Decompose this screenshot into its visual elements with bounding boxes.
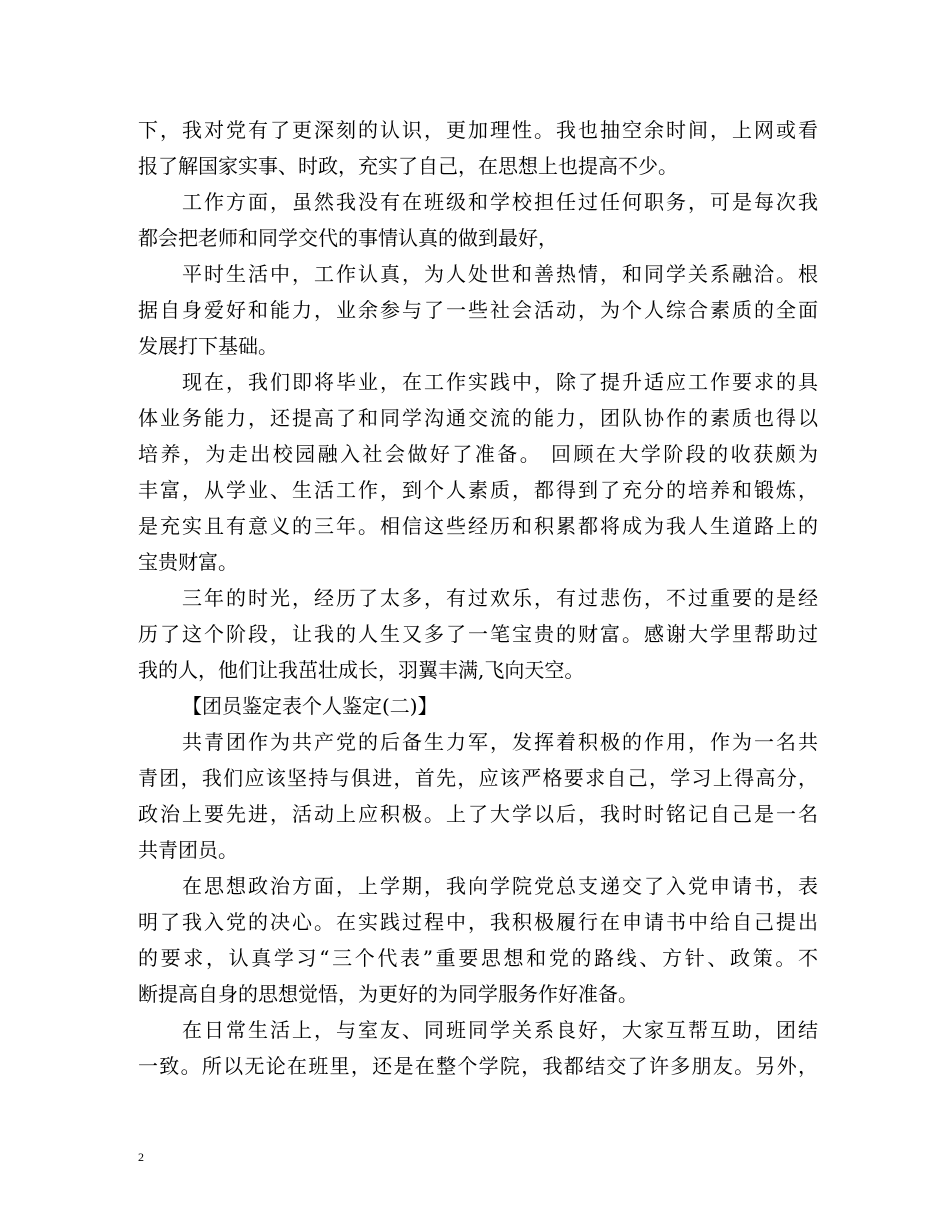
text-line: 发展打下基础。 bbox=[138, 334, 278, 358]
text-line: 的要求，认真学习“三个代表”重要思想和党的路线、方针、政策。不 bbox=[138, 946, 818, 970]
text-line: 据自身爱好和能力，业余参与了一些社会活动，为个人综合素质的全面 bbox=[138, 298, 818, 322]
text-line: 宝贵财富。 bbox=[138, 550, 238, 574]
text-line: 丰富，从学业、生活工作，到个人素质，都得到了充分的培养和锻炼， bbox=[138, 478, 818, 502]
text-line: 是充实且有意义的三年。相信这些经历和积累都将成为我人生道路上的 bbox=[138, 514, 818, 538]
text-line: 三年的时光，经历了太多，有过欢乐，有过悲伤，不过重要的是经 bbox=[182, 586, 818, 610]
text-line: 都会把老师和同学交代的事情认真的做到最好， bbox=[138, 226, 558, 250]
text-line: 青团，我们应该坚持与俱进，首先，应该严格要求自己，学习上得高分， bbox=[138, 766, 818, 790]
text-line: 明了我入党的决心。在实践过程中，我积极履行在申请书中给自己提出 bbox=[138, 910, 818, 934]
text-line: 现在，我们即将毕业，在工作实践中，除了提升适应工作要求的具 bbox=[182, 370, 818, 394]
text-line: 平时生活中，工作认真，为人处世和善热情，和同学关系融洽。根 bbox=[182, 262, 818, 286]
text-line: 政治上要先进，活动上应积极。上了大学以后，我时时铭记自己是一名 bbox=[138, 802, 818, 826]
text-line: 共青团作为共产党的后备生力军，发挥着积极的作用，作为一名共 bbox=[182, 730, 818, 754]
text-line: 下，我对党有了更深刻的认识，更加理性。我也抽空余时间，上网或看 bbox=[138, 118, 818, 142]
text-line: 我的人，他们让我茁壮成长，羽翼丰满,飞向天空。 bbox=[138, 658, 585, 682]
text-line: 共青团员。 bbox=[138, 838, 238, 862]
text-line: 报了解国家实事、时政，充实了自己，在思想上也提高不少。 bbox=[138, 154, 678, 178]
text-line: 在思想政治方面，上学期，我向学院党总支递交了入党申请书，表 bbox=[182, 874, 818, 898]
text-line: 在日常生活上，与室友、同班同学关系良好，大家互帮互助，团结 bbox=[182, 1018, 818, 1042]
text-line: 一致。所以无论在班里，还是在整个学院，我都结交了许多朋友。另外， bbox=[138, 1054, 818, 1078]
text-line: 体业务能力，还提高了和同学沟通交流的能力，团队协作的素质也得以 bbox=[138, 406, 818, 430]
section-heading: 【团员鉴定表个人鉴定(二)】 bbox=[182, 694, 438, 718]
text-line: 培养，为走出校园融入社会做好了准备。 回顾在大学阶段的收获颇为 bbox=[138, 442, 818, 466]
page-number: 2 bbox=[138, 1150, 144, 1164]
text-line: 工作方面，虽然我没有在班级和学校担任过任何职务，可是每次我 bbox=[182, 190, 818, 214]
text-line: 历了这个阶段，让我的人生又多了一笔宝贵的财富。感谢大学里帮助过 bbox=[138, 622, 818, 646]
text-line: 断提高自身的思想觉悟，为更好的为同学服务作好准备。 bbox=[138, 982, 638, 1006]
